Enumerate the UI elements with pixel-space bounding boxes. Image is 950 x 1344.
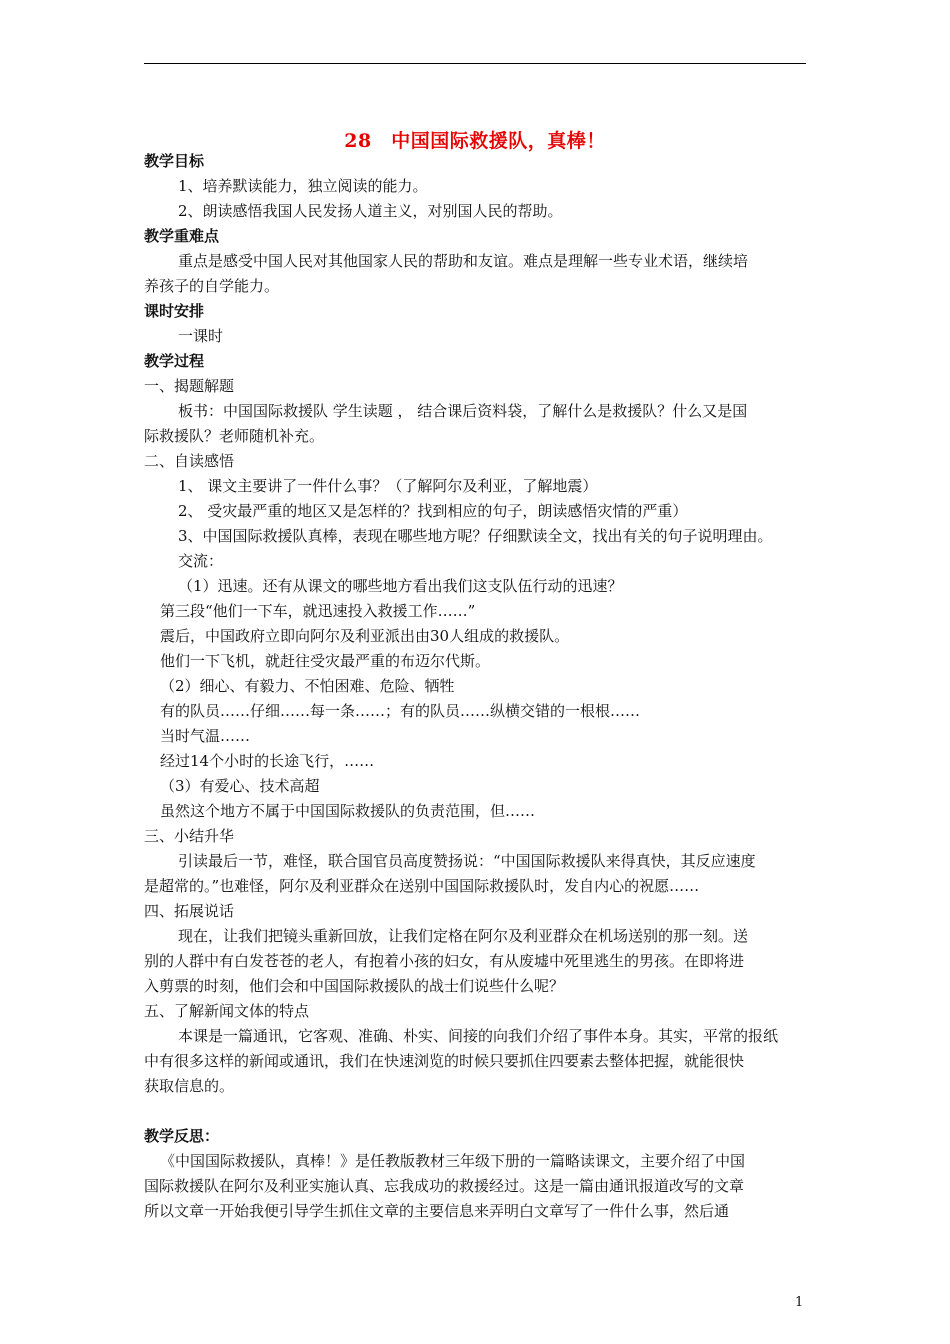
heading-objectives: 教学目标 — [144, 152, 205, 170]
text-line: 《中国国际救援队，真棒！》是任教版教材三年级下册的一篇略读课文，主要介绍了中国 — [160, 1152, 746, 1170]
text-line: 虽然这个地方不属于中国国际救援队的负责范围，但…… — [160, 802, 536, 820]
heading-reflection: 教学反思： — [144, 1127, 220, 1145]
text-line: 现在，让我们把镜头重新回放，让我们定格在阿尔及利亚群众在机场送别的那一刻。送 — [178, 927, 749, 945]
text-line: （1）迅速。还有从课文的哪些地方看出我们这支队伍行动的迅速？ — [178, 577, 623, 595]
text-line: 3、中国国际救援队真棒，表现在哪些地方呢？仔细默读全文，找出有关的句子说明理由。 — [178, 527, 773, 545]
text-line: 他们一下飞机，就赶往受灾最严重的布迈尔代斯。 — [160, 652, 491, 670]
text-line: 1、培养默读能力，独立阅读的能力。 — [178, 177, 428, 195]
text-line: 2、 受灾最严重的地区又是怎样的？找到相应的句子，朗读感悟灾情的严重） — [178, 502, 688, 520]
text-line: 重点是感受中国人民对其他国家人民的帮助和友谊。难点是理解一些专业术语，继续培 — [178, 252, 749, 270]
text-line: 1、 课文主要讲了一件什么事？（了解阿尔及利亚，了解地震） — [178, 477, 598, 495]
text-line: 当时气温…… — [160, 727, 251, 745]
heading-process: 教学过程 — [144, 352, 205, 370]
page-title: 28 中国国际救援队，真棒！ — [344, 130, 606, 152]
header-rule — [144, 63, 806, 64]
text-line: 获取信息的。 — [144, 1077, 235, 1095]
text-line: 引读最后一节，难怪，联合国官员高度赞扬说：“中国国际救援队来得真快，其反应速度 — [178, 852, 756, 870]
section-heading: 五、了解新闻文体的特点 — [144, 1002, 310, 1020]
text-line: 第三段“他们一下车，就迅速投入救援工作……” — [160, 602, 476, 620]
section-heading: 二、自读感悟 — [144, 452, 235, 470]
text-line: 国际救援队在阿尔及利亚实施认真、忘我成功的救援经过。这是一篇由通讯报道改写的文章 — [144, 1177, 745, 1195]
text-line: 经过14个小时的长途飞行，…… — [160, 752, 375, 770]
text-line: 板书：中国国际救援队 学生读题 ， 结合课后资料袋，了解什么是救援队？什么又是国 — [178, 402, 748, 420]
heading-key-points: 教学重难点 — [144, 227, 220, 245]
text-line: （2）细心、有毅力、不怕困难、危险、牺牲 — [160, 677, 455, 695]
text-line: 有的队员……仔细……每一条……；有的队员……纵横交错的一根根…… — [160, 702, 641, 720]
text-line: 所以文章一开始我便引导学生抓住文章的主要信息来弄明白文章写了一件什么事，然后通 — [144, 1202, 730, 1220]
text-line: 本课是一篇通讯，它客观、准确、朴实、间接的向我们介绍了事件本身。其实，平常的报纸 — [178, 1027, 779, 1045]
text-line: 别的人群中有白发苍苍的老人，有抱着小孩的妇女，有从废墟中死里逃生的男孩。在即将进 — [144, 952, 745, 970]
section-heading: 四、拓展说话 — [144, 902, 235, 920]
text-line: 震后，中国政府立即向阿尔及利亚派出由30人组成的救援队。 — [160, 627, 570, 645]
text-line: 交流： — [178, 552, 224, 570]
text-line: 养孩子的自学能力。 — [144, 277, 280, 295]
text-line: 际救援队？老师随机补充。 — [144, 427, 325, 445]
section-heading: 一、揭题解题 — [144, 377, 235, 395]
text-line: 2、朗读感悟我国人民发扬人道主义，对别国人民的帮助。 — [178, 202, 563, 220]
section-heading: 三、小结升华 — [144, 827, 235, 845]
text-line: 入剪票的时刻，他们会和中国国际救援队的战士们说些什么呢？ — [144, 977, 565, 995]
heading-schedule: 课时安排 — [144, 302, 205, 320]
page-number: 1 — [795, 1295, 804, 1310]
text-line: （3）有爱心、技术高超 — [160, 777, 320, 795]
text-line: 是超常的。”也难怪，阿尔及利亚群众在送别中国国际救援队时，发自内心的祝愿…… — [144, 877, 700, 895]
text-line: 中有很多这样的新闻或通讯，我们在快速浏览的时候只要抓住四要素去整体把握，就能很快 — [144, 1052, 745, 1070]
text-line: 一课时 — [178, 327, 224, 345]
